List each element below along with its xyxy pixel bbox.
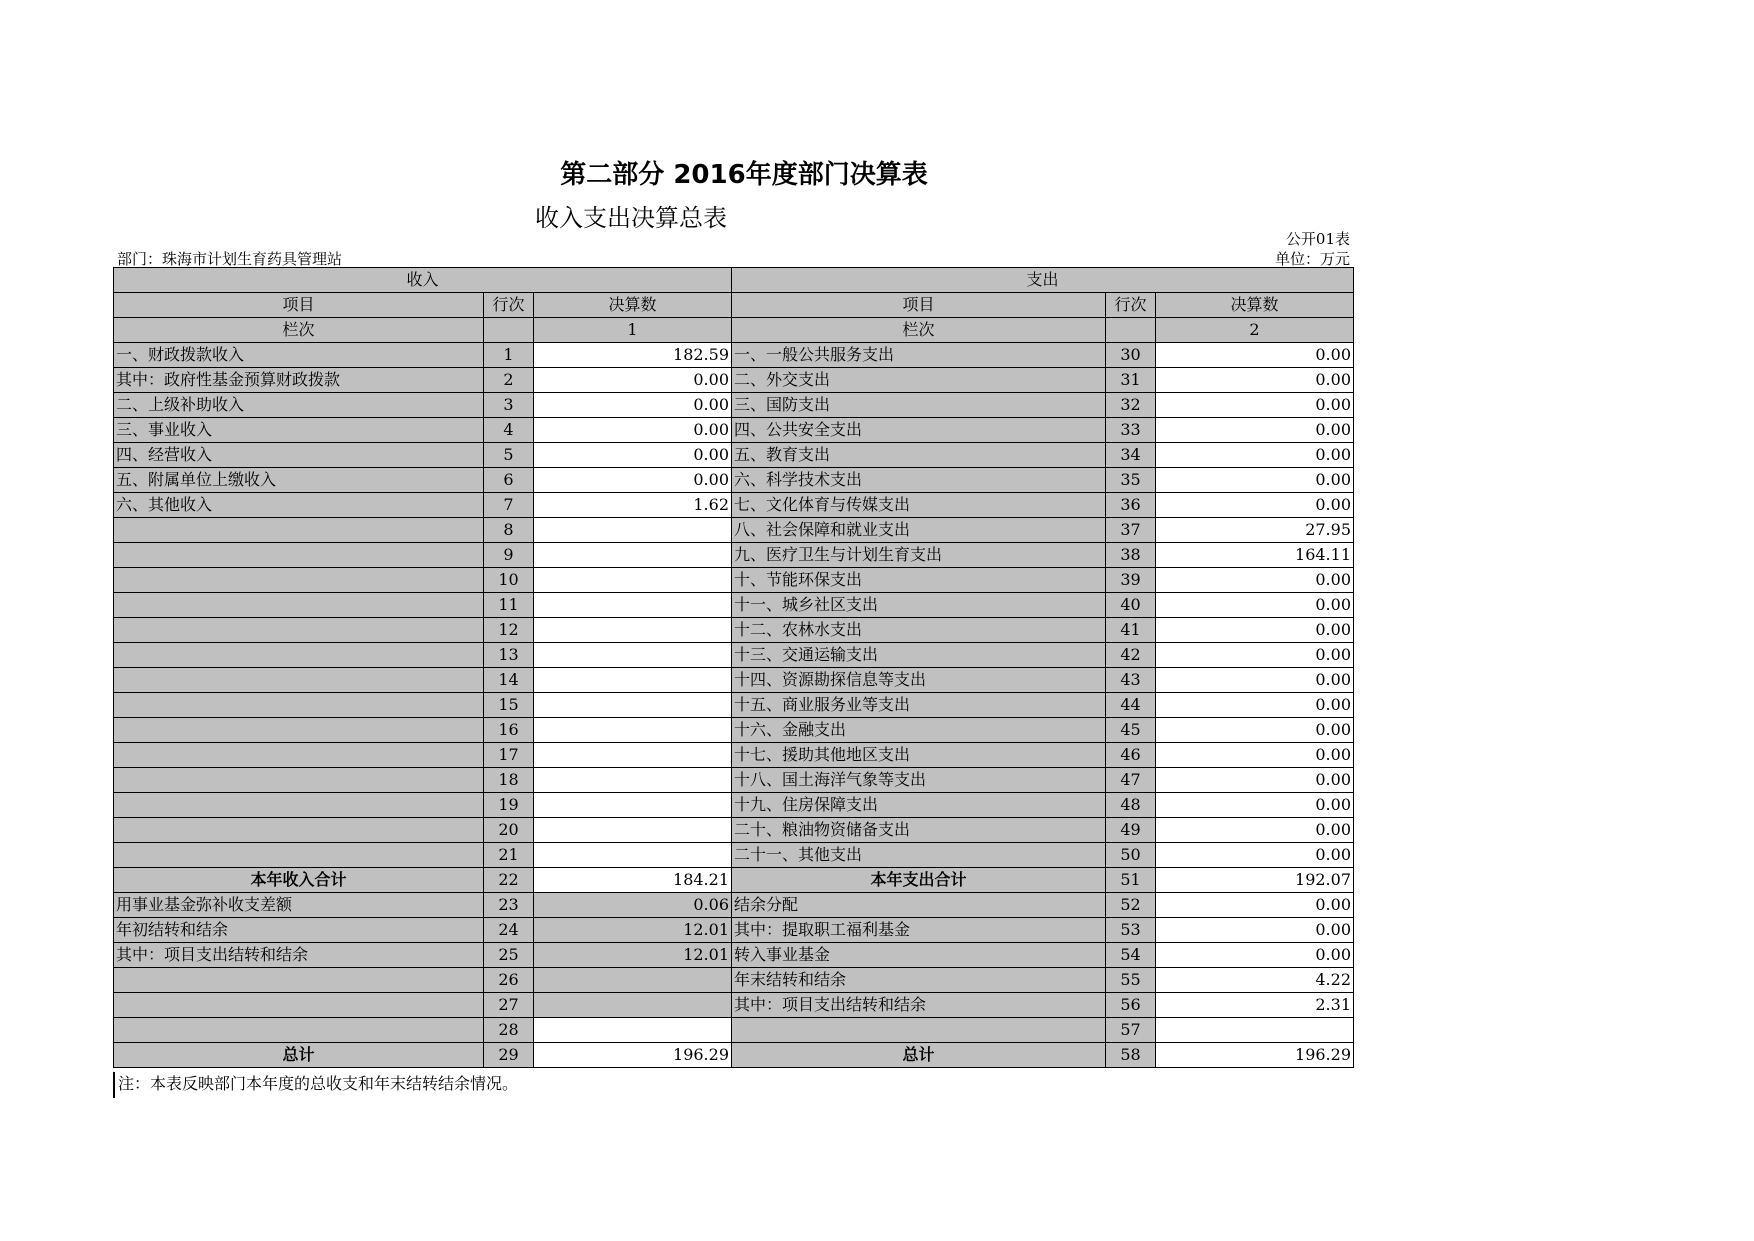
income-item-label: 一、财政拨款收入 [114,343,484,368]
income-col-amount: 决算数 [534,293,732,318]
income-amount [534,693,732,718]
page-title: 第二部分 2016年度部门决算表 [560,160,928,190]
income-row-no: 5 [484,443,534,468]
expense-amount: 0.00 [1156,768,1354,793]
income-amount [534,793,732,818]
expense-amount: 0.00 [1156,818,1354,843]
income-item-label [114,518,484,543]
expense-amount: 0.00 [1156,668,1354,693]
expense-amount: 2.31 [1156,993,1354,1018]
expense-row-no: 44 [1106,693,1156,718]
income-row-no: 11 [484,593,534,618]
expense-amount: 0.00 [1156,618,1354,643]
income-amount: 12.01 [534,943,732,968]
income-col-item: 项目 [114,293,484,318]
income-amount [534,518,732,543]
income-row-no: 3 [484,393,534,418]
expense-row-no: 48 [1106,793,1156,818]
income-item-label [114,843,484,868]
table-row [114,418,1354,443]
expense-amount: 0.00 [1156,943,1354,968]
income-item-label [114,818,484,843]
expense-col-row: 行次 [1106,293,1156,318]
table-row [114,693,1354,718]
income-item-label [114,993,484,1018]
table-row [114,393,1354,418]
table-row [114,643,1354,668]
expense-item-label: 十六、金融支出 [732,718,1106,743]
expense-row-no: 38 [1106,543,1156,568]
income-row-no: 19 [484,793,534,818]
income-col-row: 行次 [484,293,534,318]
expense-row-no: 58 [1106,1043,1156,1068]
expense-item-label: 七、文化体育与传媒支出 [732,493,1106,518]
expense-row-no: 47 [1106,768,1156,793]
income-item-label [114,543,484,568]
income-item-label: 用事业基金弥补收支差额 [114,893,484,918]
expense-item-label: 八、社会保障和就业支出 [732,518,1106,543]
expense-amount: 0.00 [1156,418,1354,443]
expense-row-no: 56 [1106,993,1156,1018]
expense-row-no: 34 [1106,443,1156,468]
table-row [114,593,1354,618]
income-amount: 1.62 [534,493,732,518]
expense-amount: 0.00 [1156,793,1354,818]
expense-item-label: 其中：提取职工福利基金 [732,918,1106,943]
table-row [114,443,1354,468]
expense-amount: 0.00 [1156,718,1354,743]
income-item-label: 总计 [114,1043,484,1068]
income-amount [534,568,732,593]
expense-row-no: 52 [1106,893,1156,918]
table-row [114,468,1354,493]
income-amount [534,718,732,743]
expense-amount: 0.00 [1156,368,1354,393]
income-row-no: 29 [484,1043,534,1068]
income-amount: 196.29 [534,1043,732,1068]
income-item-label [114,668,484,693]
table-row [114,943,1354,968]
page-subtitle: 收入支出决算总表 [535,204,727,232]
table-row [114,868,1354,893]
income-row-no: 25 [484,943,534,968]
expense-amount: 4.22 [1156,968,1354,993]
table-row [114,993,1354,1018]
expense-amount: 0.00 [1156,343,1354,368]
expense-item-label: 年末结转和结余 [732,968,1106,993]
income-col-no: 1 [534,318,732,343]
expense-item-label: 本年支出合计 [732,868,1106,893]
expense-item-label: 九、医疗卫生与计划生育支出 [732,543,1106,568]
expense-row-no: 35 [1106,468,1156,493]
table-row [114,768,1354,793]
expense-amount: 0.00 [1156,693,1354,718]
expense-row-no: 51 [1106,868,1156,893]
expense-item-label: 十、节能环保支出 [732,568,1106,593]
expense-item-label: 十五、商业服务业等支出 [732,693,1106,718]
expense-item-label [732,1018,1106,1043]
expense-col-amount: 决算数 [1156,293,1354,318]
table-row [114,618,1354,643]
income-row-no: 21 [484,843,534,868]
expense-amount: 164.11 [1156,543,1354,568]
expense-row-no: 41 [1106,618,1156,643]
income-amount: 184.21 [534,868,732,893]
income-item-label: 六、其他收入 [114,493,484,518]
expense-amount: 27.95 [1156,518,1354,543]
income-row-no: 4 [484,418,534,443]
income-item-label [114,693,484,718]
expense-amount: 0.00 [1156,593,1354,618]
income-expense-table [113,267,1354,1068]
expense-item-label: 转入事业基金 [732,943,1106,968]
expense-amount: 0.00 [1156,643,1354,668]
table-row [114,343,1354,368]
income-item-label: 四、经营收入 [114,443,484,468]
income-amount [534,768,732,793]
income-amount [534,818,732,843]
expense-row-no: 31 [1106,368,1156,393]
table-row [114,668,1354,693]
income-amount [534,593,732,618]
income-row-no: 27 [484,993,534,1018]
income-item-label [114,568,484,593]
department-label: 部门：珠海市计划生育药具管理站 [117,250,343,268]
expense-row-no: 32 [1106,393,1156,418]
income-amount [534,993,732,1018]
expense-item-label: 十三、交通运输支出 [732,643,1106,668]
expense-item-label: 总计 [732,1043,1106,1068]
expense-item-label: 二十一、其他支出 [732,843,1106,868]
form-number: 公开01表 [1285,230,1350,248]
expense-amount: 0.00 [1156,468,1354,493]
expense-item-label: 十四、资源勘探信息等支出 [732,668,1106,693]
expense-row-no: 45 [1106,718,1156,743]
table-row [114,743,1354,768]
expense-amount: 0.00 [1156,493,1354,518]
income-amount: 0.00 [534,418,732,443]
expense-item-label: 五、教育支出 [732,443,1106,468]
expense-col-row-blank [1106,318,1156,343]
expense-col-label: 栏次 [732,318,1106,343]
table-row [114,1043,1354,1068]
income-amount: 0.00 [534,468,732,493]
expense-row-no: 50 [1106,843,1156,868]
expense-row-no: 36 [1106,493,1156,518]
income-row-no: 6 [484,468,534,493]
income-item-label [114,718,484,743]
income-amount [534,668,732,693]
income-item-label: 其中：项目支出结转和结余 [114,943,484,968]
income-amount [534,543,732,568]
income-item-label: 三、事业收入 [114,418,484,443]
income-amount [534,843,732,868]
income-row-no: 22 [484,868,534,893]
income-item-label: 二、上级补助收入 [114,393,484,418]
expense-row-no: 43 [1106,668,1156,693]
income-row-no: 24 [484,918,534,943]
income-row-no: 17 [484,743,534,768]
income-item-label: 其中：政府性基金预算财政拨款 [114,368,484,393]
expense-row-no: 30 [1106,343,1156,368]
income-item-label [114,643,484,668]
income-row-no: 10 [484,568,534,593]
expense-row-no: 57 [1106,1018,1156,1043]
expense-item-label: 二十、粮油物资储备支出 [732,818,1106,843]
expense-item-label: 四、公共安全支出 [732,418,1106,443]
income-row-no: 14 [484,668,534,693]
expense-col-item: 项目 [732,293,1106,318]
income-item-label [114,743,484,768]
income-row-no: 16 [484,718,534,743]
expense-row-no: 42 [1106,643,1156,668]
income-row-no: 15 [484,693,534,718]
expense-amount: 192.07 [1156,868,1354,893]
table-row [114,568,1354,593]
table-note: 注：本表反映部门本年度的总收支和年末结转结余情况。 [113,1072,518,1098]
expense-header: 支出 [732,268,1354,293]
expense-amount: 0.00 [1156,568,1354,593]
table-row [114,818,1354,843]
income-col-label: 栏次 [114,318,484,343]
expense-amount: 0.00 [1156,743,1354,768]
expense-amount: 0.00 [1156,843,1354,868]
income-item-label [114,968,484,993]
income-row-no: 20 [484,818,534,843]
income-item-label [114,1018,484,1043]
expense-row-no: 40 [1106,593,1156,618]
expense-row-no: 54 [1106,943,1156,968]
income-amount [534,1018,732,1043]
income-item-label [114,593,484,618]
expense-item-label: 其中：项目支出结转和结余 [732,993,1106,1018]
expense-item-label: 三、国防支出 [732,393,1106,418]
expense-row-no: 37 [1106,518,1156,543]
income-row-no: 8 [484,518,534,543]
expense-item-label: 十一、城乡社区支出 [732,593,1106,618]
income-header: 收入 [114,268,732,293]
table-row [114,718,1354,743]
income-item-label [114,793,484,818]
income-row-no: 7 [484,493,534,518]
expense-amount: 0.00 [1156,393,1354,418]
expense-item-label: 十八、国土海洋气象等支出 [732,768,1106,793]
expense-row-no: 53 [1106,918,1156,943]
income-item-label [114,618,484,643]
expense-row-no: 55 [1106,968,1156,993]
table-row [114,493,1354,518]
expense-col-no: 2 [1156,318,1354,343]
income-amount [534,743,732,768]
income-amount [534,968,732,993]
income-item-label: 年初结转和结余 [114,918,484,943]
income-row-no: 1 [484,343,534,368]
expense-row-no: 33 [1106,418,1156,443]
table-row [114,843,1354,868]
table-row [114,793,1354,818]
expense-item-label: 一、一般公共服务支出 [732,343,1106,368]
table-row [114,1018,1354,1043]
table-row [114,893,1354,918]
income-amount: 0.00 [534,368,732,393]
expense-row-no: 49 [1106,818,1156,843]
table-row [114,518,1354,543]
income-amount: 12.01 [534,918,732,943]
income-amount [534,618,732,643]
expense-row-no: 39 [1106,568,1156,593]
income-amount: 182.59 [534,343,732,368]
expense-item-label: 十二、农林水支出 [732,618,1106,643]
expense-item-label: 十九、住房保障支出 [732,793,1106,818]
income-row-no: 26 [484,968,534,993]
table-row [114,918,1354,943]
income-amount: 0.06 [534,893,732,918]
income-amount [534,643,732,668]
table-row [114,968,1354,993]
income-row-no: 13 [484,643,534,668]
income-row-no: 23 [484,893,534,918]
income-amount: 0.00 [534,393,732,418]
expense-item-label: 六、科学技术支出 [732,468,1106,493]
expense-amount: 196.29 [1156,1043,1354,1068]
expense-amount: 0.00 [1156,918,1354,943]
income-amount: 0.00 [534,443,732,468]
expense-item-label: 十七、援助其他地区支出 [732,743,1106,768]
expense-item-label: 结余分配 [732,893,1106,918]
income-item-label: 本年收入合计 [114,868,484,893]
income-row-no: 28 [484,1018,534,1043]
income-col-row-blank [484,318,534,343]
income-row-no: 12 [484,618,534,643]
income-row-no: 9 [484,543,534,568]
expense-item-label: 二、外交支出 [732,368,1106,393]
table-row [114,368,1354,393]
income-item-label: 五、附属单位上缴收入 [114,468,484,493]
expense-row-no: 46 [1106,743,1156,768]
income-row-no: 2 [484,368,534,393]
unit-label: 单位：万元 [1274,250,1350,268]
expense-amount: 0.00 [1156,893,1354,918]
income-row-no: 18 [484,768,534,793]
table-row [114,543,1354,568]
expense-amount: 0.00 [1156,443,1354,468]
expense-amount [1156,1018,1354,1043]
income-item-label [114,768,484,793]
